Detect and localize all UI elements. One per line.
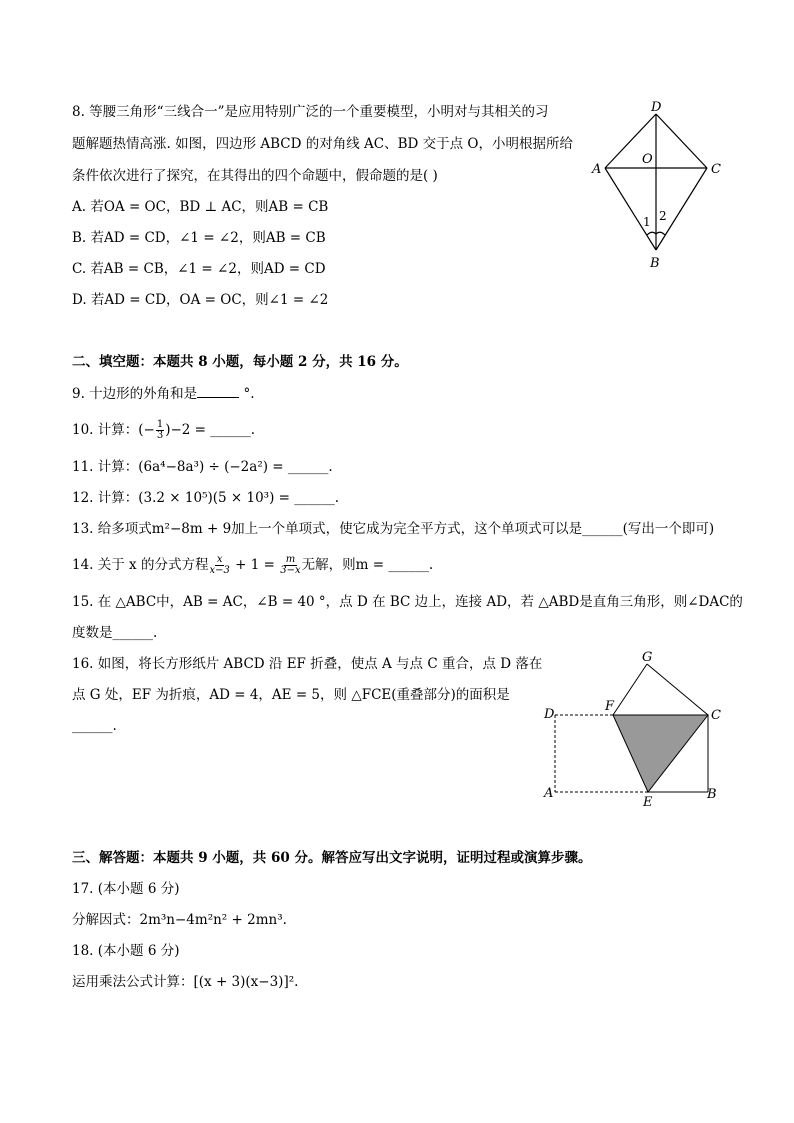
q14-mid: + 1 = bbox=[230, 557, 280, 573]
label-a: A bbox=[592, 162, 602, 177]
q14-f1-denominator: x−3 bbox=[209, 565, 230, 576]
label-b: B bbox=[650, 256, 660, 271]
q17-body: 分解因式：2m³n−4m²n² + 2mn³. bbox=[72, 912, 287, 928]
label-angle-2: 2 bbox=[659, 209, 667, 223]
q14-f2-numerator: m bbox=[285, 554, 296, 565]
section-3-title: 三、解答题：本题共 9 小题，共 60 分。解答应写出文字说明，证明过程或演算步骤。 bbox=[72, 850, 592, 866]
q16-line1: 16. 如图，将长方形纸片 ABCD 沿 EF 折叠，使点 A 与点 C 重合，点 D 落在 bbox=[72, 656, 543, 672]
segment-ab bbox=[605, 168, 656, 250]
q16-line3: ______. bbox=[72, 718, 117, 734]
q15-line2: 度数是______. bbox=[72, 625, 158, 641]
q8-option-d: D. 若AD = CD，OA = OC，则∠1 = ∠2 bbox=[72, 292, 329, 308]
q10-denominator: 3 bbox=[156, 430, 164, 441]
q9-text: 9. 十边形的外角和是 bbox=[72, 386, 198, 402]
q10 bbox=[72, 420, 255, 441]
label-d: D bbox=[651, 100, 662, 115]
q9-blank bbox=[197, 383, 239, 398]
q8-line2: 题解题热情高涨. 如图，四边形 ABCD 的对角线 AC、BD 交于点 O，小明根据所给 bbox=[72, 136, 574, 152]
label-b: B bbox=[707, 787, 717, 802]
q10-numerator: 1 bbox=[156, 419, 164, 430]
q18-body: 运用乘法公式计算：[(x + 3)(x−3)]². bbox=[72, 974, 299, 990]
q8-figure-kite bbox=[585, 100, 730, 275]
segment-gc bbox=[647, 664, 708, 715]
q18-header: 18. (本小题 6 分) bbox=[72, 943, 180, 959]
q14-prefix: 14. 关于 x 的分式方程 bbox=[72, 557, 209, 573]
segment-fg bbox=[613, 664, 647, 715]
q14 bbox=[72, 555, 433, 576]
q10-suffix: = ______. bbox=[190, 422, 256, 438]
q13: 13. 给多项式m²−8m + 9加上一个单项式，使它成为完全平方式，这个单项式可以是______(写出一个即可) bbox=[72, 521, 715, 537]
q14-fraction-2 bbox=[280, 555, 300, 576]
label-c: C bbox=[711, 162, 721, 177]
q8-line3: 条件依次进行了探究，在其得出的四个命题中，假命题的是( ) bbox=[72, 168, 438, 184]
q17-header: 17. (本小题 6 分) bbox=[72, 881, 180, 897]
q9 bbox=[72, 383, 255, 404]
label-angle-1: 1 bbox=[643, 215, 651, 229]
q10-fraction bbox=[156, 420, 164, 441]
segment-dc bbox=[656, 114, 707, 168]
label-o: O bbox=[642, 152, 653, 167]
q16-line2: 点 G 处，EF 为折痕，AD = 4，AE = 5，则 △FCE(重叠部分)的面积是 bbox=[72, 687, 510, 703]
q14-f1-numerator: x bbox=[216, 554, 223, 565]
q14-f2-denominator: 3−x bbox=[280, 565, 301, 576]
q14-suffix: 无解，则m = ______. bbox=[301, 557, 434, 573]
q15-line1: 15. 在 △ABC中，AB = AC，∠B = 40 °，点 D 在 BC 边上，连接 AD，若 △ABD是直角三角形，则∠DAC的 bbox=[72, 594, 743, 610]
q10-exp: )−2 bbox=[165, 422, 191, 438]
q8-option-c: C. 若AB = CB，∠1 = ∠2，则AD = CD bbox=[72, 261, 326, 277]
label-a: A bbox=[544, 786, 554, 801]
label-c: C bbox=[711, 708, 721, 723]
q9-suffix: °. bbox=[243, 386, 255, 402]
angle-1-arc bbox=[647, 232, 656, 235]
angle-2-arc bbox=[656, 232, 665, 235]
label-g: G bbox=[642, 650, 653, 665]
section-2-title: 二、填空题：本题共 8 小题，每小题 2 分，共 16 分。 bbox=[72, 354, 408, 370]
q11: 11. 计算：(6a⁴−8a³) ÷ (−2a²) = ______. bbox=[72, 459, 333, 475]
q14-fraction-1 bbox=[209, 555, 229, 576]
label-f: F bbox=[605, 699, 615, 714]
q8-line1: 8. 等腰三角形“三线合一”是应用特别广泛的一个重要模型，小明对与其相关的习 bbox=[72, 104, 549, 120]
q10-prefix: 10. 计算：(− bbox=[72, 422, 155, 438]
q12: 12. 计算：(3.2 × 10⁵)(5 × 10³) = ______. bbox=[72, 490, 340, 506]
q8-option-b: B. 若AD = CD，∠1 = ∠2，则AB = CB bbox=[72, 230, 326, 246]
label-d: D bbox=[544, 707, 555, 722]
q8-option-a: A. 若OA = OC，BD ⊥ AC，则AB = CB bbox=[72, 199, 329, 215]
triangle-fce-shaded bbox=[613, 715, 708, 792]
label-e: E bbox=[643, 795, 653, 810]
q16-figure-fold bbox=[535, 650, 735, 810]
